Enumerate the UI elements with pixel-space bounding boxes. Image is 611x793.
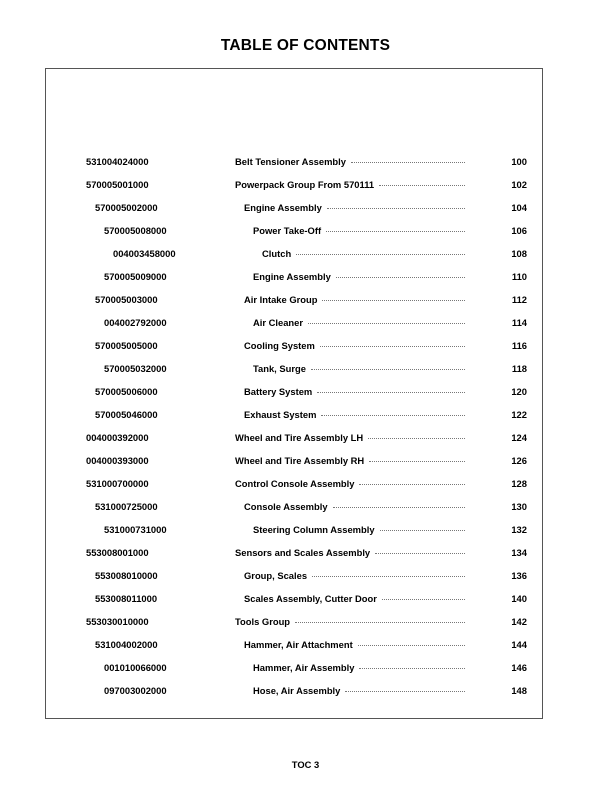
toc-part-number: 553008001000	[86, 547, 149, 558]
dot-leader	[312, 576, 465, 577]
toc-part-number: 570005003000	[95, 294, 158, 305]
toc-part-number: 531004024000	[86, 156, 149, 167]
toc-entry-title: Console Assembly	[244, 501, 328, 512]
toc-page-number: 104	[511, 202, 527, 213]
dot-leader	[379, 185, 465, 186]
toc-part-number: 553030010000	[86, 616, 149, 627]
toc-entry	[46, 403, 542, 426]
toc-page-number: 134	[511, 547, 527, 558]
toc-part-number: 004003458000	[113, 248, 176, 259]
toc-entry	[46, 426, 542, 449]
toc-entry	[46, 380, 542, 403]
toc-entry	[46, 587, 542, 610]
toc-entry	[46, 196, 542, 219]
toc-page-number: 148	[511, 685, 527, 696]
toc-title-cell	[253, 219, 469, 242]
toc-title-cell	[235, 472, 469, 495]
toc-entry-title: Tank, Surge	[253, 363, 306, 374]
toc-list	[46, 150, 542, 702]
toc-part-number: 553008011000	[95, 593, 158, 604]
toc-title-cell	[253, 357, 469, 380]
toc-page-number: 108	[511, 248, 527, 259]
dot-leader	[317, 392, 465, 393]
toc-entry-title: Power Take-Off	[253, 225, 322, 236]
toc-title-cell	[253, 656, 469, 679]
toc-part-number: 570005005000	[95, 340, 158, 351]
toc-part-number: 001010066000	[104, 662, 167, 673]
toc-entry	[46, 610, 542, 633]
dot-leader	[369, 461, 465, 462]
toc-entry	[46, 334, 542, 357]
dot-leader	[375, 553, 465, 554]
toc-entry	[46, 357, 542, 380]
toc-entry-title: Exhaust System	[244, 409, 317, 420]
toc-page-number: 128	[511, 478, 527, 489]
toc-part-number: 570005046000	[95, 409, 158, 420]
toc-entry	[46, 656, 542, 679]
dot-leader	[351, 162, 465, 163]
toc-page-number: 120	[511, 386, 527, 397]
dot-leader	[326, 231, 465, 232]
toc-entry	[46, 242, 542, 265]
toc-entry-title: Tools Group	[235, 616, 291, 627]
dot-leader	[308, 323, 465, 324]
toc-title-cell	[244, 288, 469, 311]
toc-entry-title: Hose, Air Assembly	[253, 685, 341, 696]
toc-title-cell	[253, 311, 469, 334]
toc-entry-title: Scales Assembly, Cutter Door	[244, 593, 377, 604]
toc-entry	[46, 472, 542, 495]
toc-title-cell	[244, 196, 469, 219]
toc-entry	[46, 679, 542, 702]
toc-entry	[46, 311, 542, 334]
toc-entry	[46, 150, 542, 173]
dot-leader	[359, 668, 465, 669]
toc-entry-title: Engine Assembly	[244, 202, 322, 213]
dot-leader	[311, 369, 465, 370]
toc-part-number: 531000725000	[95, 501, 158, 512]
toc-part-number: 570005002000	[95, 202, 158, 213]
toc-page-number: 144	[511, 639, 527, 650]
toc-title-cell	[235, 173, 469, 196]
dot-leader	[296, 254, 465, 255]
toc-page-number: 136	[511, 570, 527, 581]
toc-entry	[46, 564, 542, 587]
toc-part-number: 570005001000	[86, 179, 149, 190]
toc-page-number: 122	[511, 409, 527, 420]
toc-title-cell	[235, 541, 469, 564]
toc-entry	[46, 265, 542, 288]
toc-page-number: 114	[511, 317, 527, 328]
dot-leader	[320, 346, 465, 347]
dot-leader	[382, 599, 465, 600]
toc-entry-title: Powerpack Group From 570111	[235, 179, 375, 190]
toc-part-number: 570005008000	[104, 225, 167, 236]
toc-part-number: 531000731000	[104, 524, 167, 535]
toc-part-number: 531004002000	[95, 639, 158, 650]
toc-part-number: 531000700000	[86, 478, 149, 489]
toc-entry	[46, 541, 542, 564]
toc-page-number: 124	[511, 432, 527, 443]
toc-part-number: 004000393000	[86, 455, 149, 466]
toc-title-cell	[244, 495, 469, 518]
toc-title-cell	[262, 242, 469, 265]
toc-part-number: 570005006000	[95, 386, 158, 397]
toc-part-number: 553008010000	[95, 570, 158, 581]
toc-part-number: 570005032000	[104, 363, 167, 374]
toc-title-cell	[253, 265, 469, 288]
toc-entry-title: Wheel and Tire Assembly RH	[235, 455, 365, 466]
page-footer-label: TOC 3	[291, 759, 320, 770]
toc-page-number: 142	[511, 616, 527, 627]
page-title: TABLE OF CONTENTS	[220, 37, 391, 54]
toc-page-number: 118	[511, 363, 527, 374]
toc-title-cell	[244, 403, 469, 426]
toc-entry-title: Steering Column Assembly	[253, 524, 375, 535]
toc-entry	[46, 219, 542, 242]
toc-entry	[46, 449, 542, 472]
toc-entry-title: Engine Assembly	[253, 271, 331, 282]
toc-entry-title: Hammer, Air Attachment	[244, 639, 353, 650]
toc-entry-title: Belt Tensioner Assembly	[235, 156, 346, 167]
toc-page-number: 130	[511, 501, 527, 512]
toc-page-number: 126	[511, 455, 527, 466]
toc-entry-title: Group, Scales	[244, 570, 308, 581]
dot-leader	[359, 484, 465, 485]
toc-part-number: 570005009000	[104, 271, 167, 282]
toc-page-number: 146	[511, 662, 527, 673]
toc-title-cell	[244, 564, 469, 587]
toc-part-number: 004002792000	[104, 317, 167, 328]
dot-leader	[336, 277, 465, 278]
toc-title-cell	[235, 426, 469, 449]
toc-title-cell	[244, 633, 469, 656]
toc-frame	[45, 68, 543, 719]
toc-page-number: 116	[511, 340, 527, 351]
toc-entry-title: Air Intake Group	[244, 294, 318, 305]
toc-entry-title: Battery System	[244, 386, 313, 397]
toc-entry	[46, 288, 542, 311]
toc-title-cell	[235, 610, 469, 633]
dot-leader	[322, 300, 465, 301]
toc-entry	[46, 633, 542, 656]
dot-leader	[368, 438, 465, 439]
toc-entry-title: Cooling System	[244, 340, 315, 351]
dot-leader	[380, 530, 465, 531]
toc-page-number: 112	[511, 294, 527, 305]
dot-leader	[295, 622, 465, 623]
toc-title-cell	[235, 449, 469, 472]
dot-leader	[333, 507, 465, 508]
toc-entry	[46, 173, 542, 196]
toc-entry-title: Control Console Assembly	[235, 478, 355, 489]
toc-entry	[46, 495, 542, 518]
toc-entry-title: Air Cleaner	[253, 317, 304, 328]
dot-leader	[345, 691, 465, 692]
toc-title-cell	[244, 334, 469, 357]
toc-title-cell	[235, 150, 469, 173]
toc-entry-title: Hammer, Air Assembly	[253, 662, 355, 673]
toc-part-number: 004000392000	[86, 432, 149, 443]
toc-page-number: 110	[511, 271, 527, 282]
toc-title-cell	[244, 587, 469, 610]
toc-title-cell	[253, 679, 469, 702]
toc-page-number: 132	[511, 524, 527, 535]
toc-entry-title: Clutch	[262, 248, 292, 259]
toc-entry-title: Sensors and Scales Assembly	[235, 547, 371, 558]
toc-entry	[46, 518, 542, 541]
dot-leader	[321, 415, 465, 416]
toc-title-cell	[253, 518, 469, 541]
toc-page-number: 100	[511, 156, 527, 167]
dot-leader	[327, 208, 465, 209]
toc-entry-title: Wheel and Tire Assembly LH	[235, 432, 364, 443]
toc-page-number: 140	[511, 593, 527, 604]
toc-page-number: 102	[511, 179, 527, 190]
dot-leader	[358, 645, 465, 646]
toc-page-number: 106	[511, 225, 527, 236]
toc-title-cell	[244, 380, 469, 403]
toc-part-number: 097003002000	[104, 685, 167, 696]
